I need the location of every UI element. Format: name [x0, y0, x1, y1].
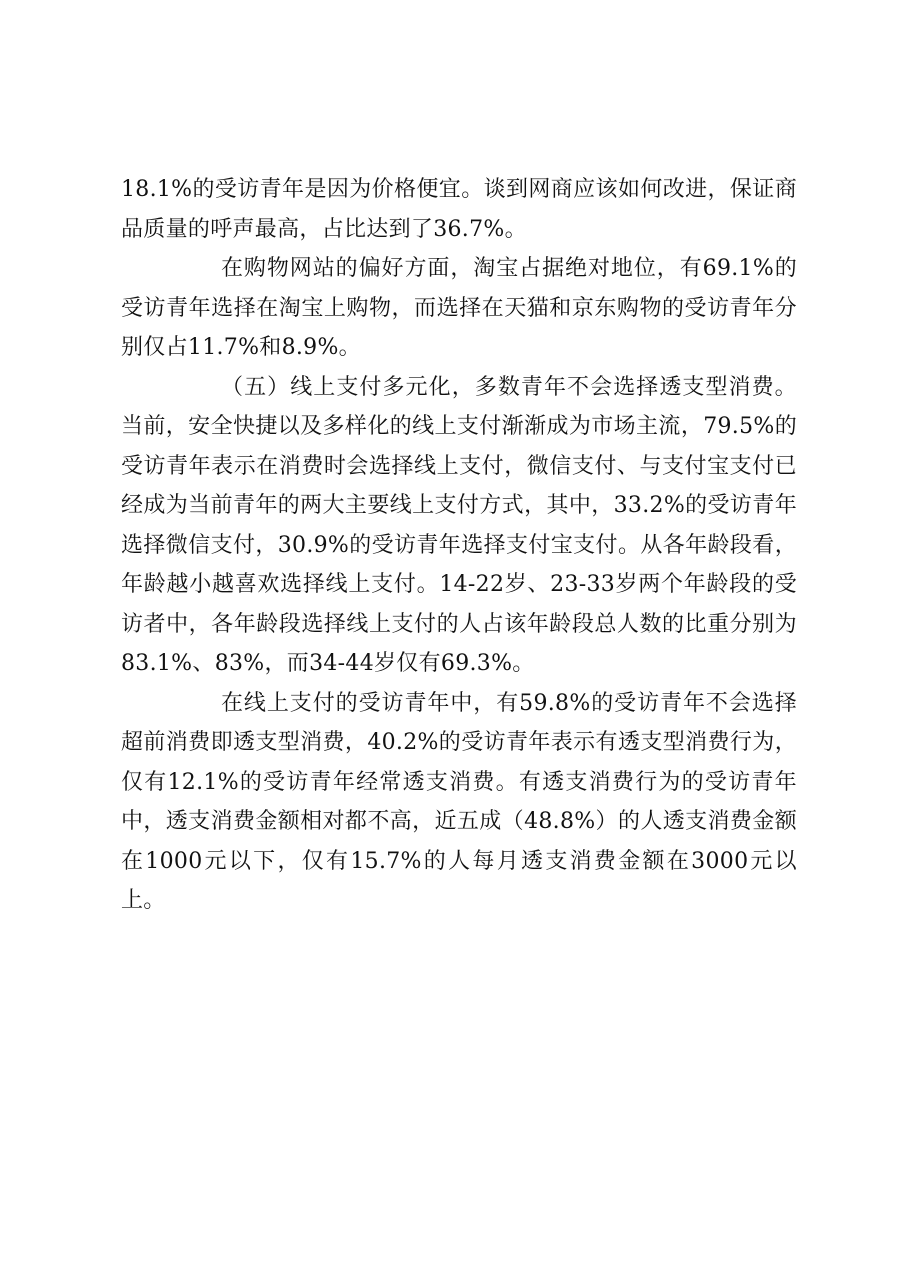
paragraph-overdraft-consumption: 在线上支付的受访青年中，有59.8%的受访青年不会选择超前消费即透支型消费，40.2%的受访青年表示有透支型消费行为，仅有12.1%的受访青年经常透支消费。有透支消费行为的受访青年中，透支消费金额相对都不高，近五成（48.8%）的人透支消费金额在1000元以下，仅有15.7%的人每月透支消费金额在3000元以上。 [121, 690, 797, 913]
paragraph-online-shopping-reasons: 18.1%的受访青年是因为价格便宜。谈到网商应该如何改进，保证商品质量的呼声最高，占比达到了36.7%。 [121, 177, 797, 242]
paragraph-online-payment: （五）线上支付多元化，多数青年不会选择透支型消费。当前，安全快捷以及多样化的线上支付渐渐成为市场主流，79.5%的受访青年表示在消费时会选择线上支付，微信支付、与支付宝支付已经成为当前青年的两大主要线上支付方式，其中，33.2%的受访青年选择微信支付，30.9%的受访青年选择支付宝支付。从各年龄段看，年龄越小越喜欢选择线上支付。14-22岁、23-33岁两个年龄段的受访者中，各年龄段选择线上支付的人占该年龄段总人数的比重分别为83.1%、83%，而34-44岁仅有69.3%。 [121, 374, 797, 676]
paragraph-shopping-site-preference: 在购物网站的偏好方面，淘宝占据绝对地位，有69.1%的受访青年选择在淘宝上购物，而选择在天猫和京东购物的受访青年分别仅占11.7%和8.9%。 [121, 256, 797, 360]
document-body [121, 170, 797, 921]
